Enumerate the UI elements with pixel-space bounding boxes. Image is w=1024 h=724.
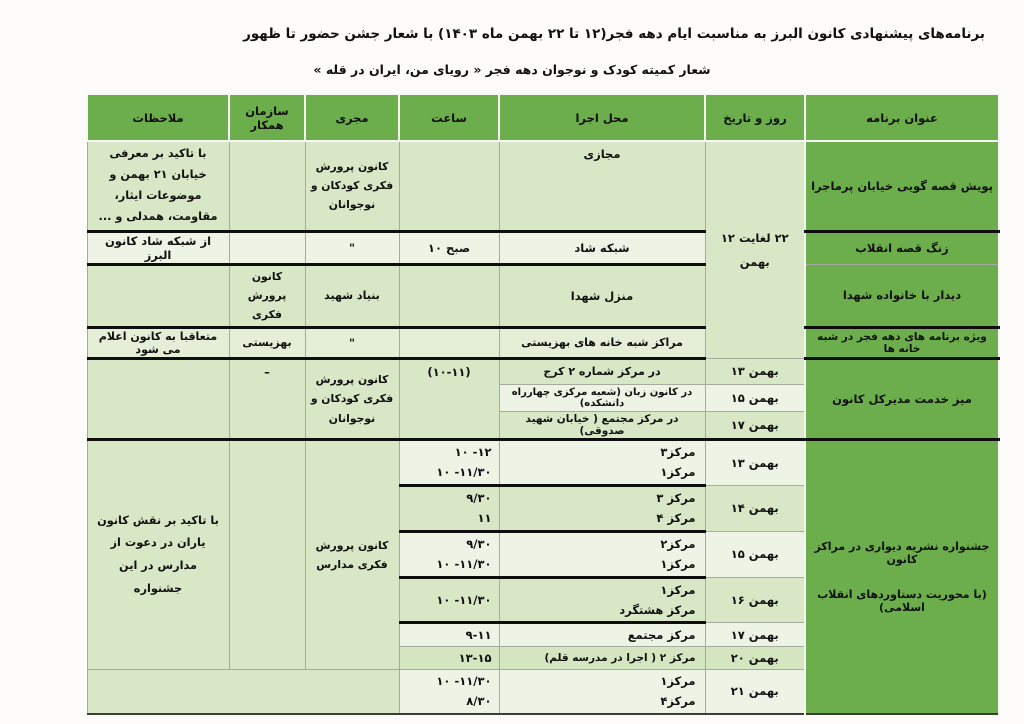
venue-line: مرکز ۴ [656,511,696,526]
venue-line: مرکز۳ [660,445,696,460]
cell-time-10am: ۱۰‎ صبح [399,231,499,264]
cell-venue-center2-karaj: در مرکز شماره ۲ کرج [499,358,705,384]
time-line: ۱۰ ‎-‎۱۲ [454,445,492,460]
cell-time-empty [399,327,499,358]
cell-times-16 [399,577,499,622]
table-row [87,439,999,485]
cell-date-15: ۱۵‎ بهمن [705,531,805,577]
cell-date-13: ۱۳‎ بهمن [705,439,805,485]
cell-partner-kanoon: کانون پرورش فکری [229,264,305,327]
cell-venues-14 [499,485,705,531]
cell-times-13 [399,439,499,485]
ditto-mark: " [305,327,399,358]
cell-program-revolution-story-bell: زنگ قصه انقلاب [805,231,999,264]
cell-partner-dash: – [229,358,305,439]
col-header-executor: مجری [305,94,399,141]
festival-title-line2: (با محوریت دستاوردهای انقلاب اسلامی) [817,587,987,614]
cell-date-16: ۱۶‎ بهمن [705,577,805,622]
time-line: ۱۰ ‎-‎۱۱/۳۰ [436,592,492,607]
time-line: ۹/۳۰ [466,537,492,552]
cell-program-wall-newspaper-festival [805,439,999,713]
venue-line: مرکز مجتمع [627,628,696,643]
venue-line: مرکز۱ [660,674,696,689]
col-header-partner: سازمان همکار [229,94,305,141]
cell-executor-martyr-foundation: بنیاد شهید [305,264,399,327]
cell-times-20 [399,647,499,670]
festival-title-line1: جشنواره نشریه دیواری در مراکز کانون [814,539,990,566]
cell-venues-16 [499,577,705,622]
cell-date-20: ۲۰‎ بهمن [705,647,805,670]
time-line: ۱۰ ‎-‎۱۱/۳۰ [436,674,492,689]
cell-date-15: ۱۵‎ بهمن [705,384,805,411]
table-row [87,358,999,384]
cell-notes-later-announce: متعاقبا به کانون اعلام می شود [87,327,229,358]
document-title: برنامه‌های پیشنهادی کانون البرز به مناسبت ایام دهه فجر(۱۲ تا ۲۲ بهمن ماه ۱۴۰۳) با شعار جشن حضور تا ظهور [243,26,985,42]
table-row [87,141,999,231]
table-row [87,264,999,327]
table-row [87,327,999,358]
venue-line: مرکز۴ [660,694,696,709]
program-schedule-table [86,93,1000,715]
ditto-mark: " [305,231,399,264]
cell-bottom-left-empty [87,670,399,714]
cell-venue-shad-network: شبکه شاد [499,231,705,264]
time-line: ۹/۳۰ [466,491,492,506]
cell-program-fajr-group-homes: ویژه برنامه های دهه فجر در شبه خانه ها [805,327,999,358]
table-header-row [87,94,999,141]
venue-line: مرکز ۳ [656,491,696,506]
cell-time-empty [399,141,499,231]
cell-times-21 [399,670,499,714]
cell-partner-empty [229,231,305,264]
col-header-program: عنوان برنامه [805,94,999,141]
cell-date-13: ۱۳‎ بهمن [705,358,805,384]
cell-notes-shad: از شبکه شاد کانون البرز [87,231,229,264]
cell-venues-20 [499,647,705,670]
cell-venue-welfare-homes: مراکز شبه خانه های بهزیستی [499,327,705,358]
time-line: ۱۰ ‎-‎۱۱/۳۰ [436,465,492,480]
venue-line: مرکز هشتگرد [619,602,696,617]
cell-venues-15 [499,531,705,577]
cell-partner-behzisti: بهزیستی [229,327,305,358]
time-line: ۱۳‎-‎۱۵ [458,651,492,666]
table-row [87,231,999,264]
cell-date-12-to-22 [705,141,805,358]
venue-line: مرکز۱ [660,582,696,597]
date-range-text: ۱۲‎ لغایت ‎۲۲ [720,230,789,245]
cell-venues-21 [499,670,705,714]
cell-notes-street21: با تاکید بر معرفی خیابان ۲۱ بهمن و موضوعات ایثار، مقاومت، همدلی و ... [87,141,229,231]
cell-partner-empty [229,141,305,231]
cell-time-10-11: (۱۰‎-‎۱۱) [399,358,499,439]
cell-executor-kanoon: کانون پرورش فکری کودکان و نوجوانان [305,141,399,231]
col-header-time: ساعت [399,94,499,141]
col-header-notes: ملاحظات [87,94,229,141]
cell-venues-13 [499,439,705,485]
cell-time-empty [399,264,499,327]
cell-notes-empty [87,358,229,439]
col-header-date: روز و تاریخ [705,94,805,141]
document-header [0,0,1024,77]
col-header-venue: محل اجرا [499,94,705,141]
cell-program-martyr-families: دیدار با خانواده شهدا [805,264,999,327]
date-range-month: بهمن [739,254,770,269]
cell-partner-empty [229,439,305,670]
time-line: ۱۰ ‎-‎۱۱/۳۰ [436,557,492,572]
cell-times-17 [399,623,499,647]
venue-line: مرکز۱ [660,557,696,572]
cell-program-story-campaign: پویش قصه گویی خیابان پرماجرا [805,141,999,231]
cell-times-15 [399,531,499,577]
document-subtitle: شعار کمیته کودک و نوجوان دهه فجر « رویای من، ایران در قله » [313,62,711,77]
cell-date-17: ۱۷‎ بهمن [705,411,805,439]
time-line: ۱۱ [477,511,492,526]
time-line: ۹‎-‎۱۱ [465,628,492,643]
cell-date-21: ۲۱‎ بهمن [705,670,805,714]
cell-executor-schools-kanoon: کانون پرورش فکری مدارس [305,439,399,670]
venue-line: مرکز ۲ ( اجرا در مدرسه قلم) [544,652,696,665]
cell-venue-virtual: مجازی [499,141,705,231]
cell-venue-language-center: در کانون زبان (شعبه مرکزی چهارراه دانشکده) [499,384,705,411]
cell-date-14: ۱۴‎ بهمن [705,485,805,531]
venue-line: مرکز۲ [660,537,696,552]
cell-venue-martyr-homes: منزل شهدا [499,264,705,327]
cell-executor-kanoon: کانون پرورش فکری کودکان و نوجوانان [305,358,399,439]
cell-venues-17 [499,623,705,647]
time-line: ۸/۳۰ [466,694,492,709]
cell-date-17: ۱۷‎ بهمن [705,623,805,647]
cell-times-14 [399,485,499,531]
cell-program-service-desk: میز خدمت مدیرکل کانون [805,358,999,439]
venue-line: مرکز۱ [660,465,696,480]
cell-notes-festival: با تاکید بر نقش کانون یاران در دعوت از مدارس در این جشنواره [87,439,229,670]
cell-venue-complex-sadoughi: در مرکز مجتمع ( خیابان شهید صدوقی) [499,411,705,439]
cell-notes-empty [87,264,229,327]
